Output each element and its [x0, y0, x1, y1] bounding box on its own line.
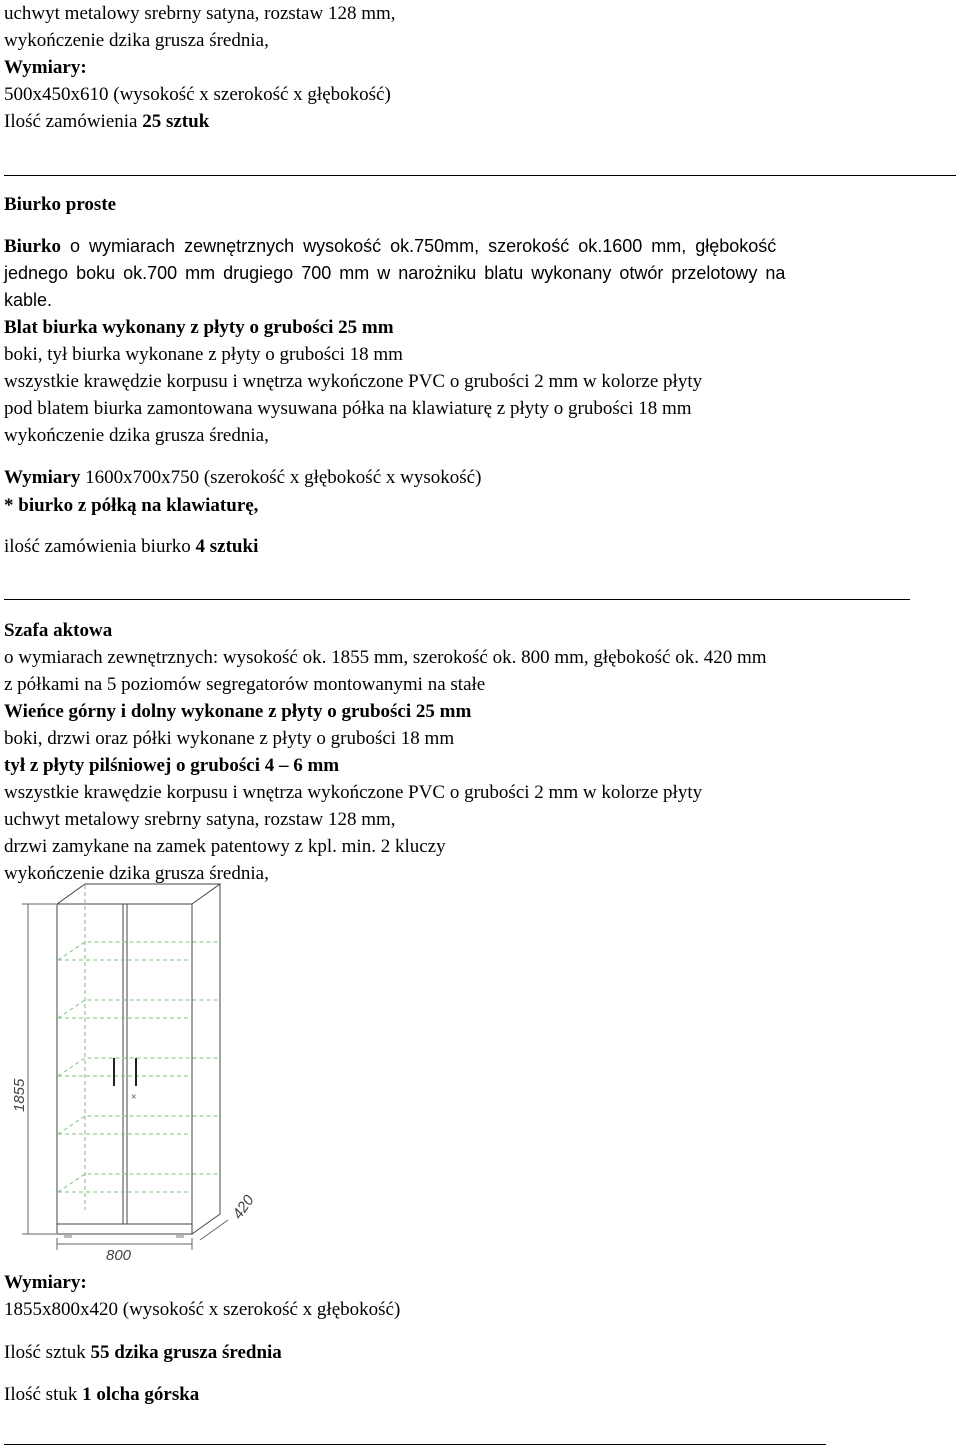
desk-spec2: boki, tył biurka wykonane z płyty o grubości 18 mm	[4, 344, 403, 365]
width-label: 800	[106, 1247, 132, 1264]
height-dimension	[22, 904, 56, 1234]
cabinet-dims-value: 1855x800x420 (wysokość x szerokość x głębokość)	[4, 1299, 401, 1320]
lock-icon: ×	[131, 1092, 137, 1103]
desk-note: * biurko z półką na klawiaturę,	[4, 495, 259, 516]
cabinet-qty2-label: Ilość stuk	[4, 1384, 83, 1405]
cabinet-line3: Wieńce górny i dolny wykonane z płyty o grubości 25 mm	[4, 701, 472, 722]
cabinet-shelves	[58, 885, 219, 1210]
cabinet-line9: wykończenie dzika grusza średnia,	[4, 863, 269, 884]
top-qty-label: Ilość zamówienia	[4, 111, 143, 132]
desk-dims-value: 1600x700x750 (szerokość x głębokość x wysokość)	[80, 467, 482, 488]
desk-spec3: wszystkie krawędzie korpusu i wnętrza wykończone PVC o grubości 2 mm w kolorze płyty	[4, 371, 703, 392]
cabinet-dims-label: Wymiary:	[4, 1272, 87, 1293]
cabinet-line7: uchwyt metalowy srebrny satyna, rozstaw 128 mm,	[4, 809, 396, 830]
desk-qty-value: 4 sztuki	[195, 536, 259, 557]
cabinet-qty2-value: 1 olcha górska	[82, 1384, 200, 1405]
desk-qty	[4, 536, 258, 558]
top-qty	[4, 111, 209, 133]
desk-spec4: pod blatem biurka zamontowana wysuwana półka na klawiaturę z płyty o grubości 18 mm	[4, 398, 692, 419]
desk-intro-line1	[4, 236, 776, 258]
cabinet-feet	[64, 1235, 184, 1238]
cabinet-qty1-label: Ilość sztuk	[4, 1342, 91, 1363]
cabinet-line2: z półkami na 5 poziomów segregatorów montowanymi na stałe	[4, 674, 486, 695]
depth-label: 420	[229, 1192, 258, 1223]
door-handles	[114, 1058, 136, 1086]
height-label: 1855	[11, 1078, 28, 1112]
top-dims-label: Wymiary:	[4, 57, 87, 78]
top-finish-line: wykończenie dzika grusza średnia,	[4, 30, 269, 51]
cabinet-title: Szafa aktowa	[4, 620, 113, 641]
desk-dims-label: Wymiary	[4, 467, 81, 488]
cabinet-line8: drzwi zamykane na zamek patentowy z kpl. min. 2 kluczy	[4, 836, 446, 857]
desk-dims	[4, 467, 481, 489]
desk-spec1: Blat biurka wykonany z płyty o grubości 25 mm	[4, 317, 394, 338]
cabinet-qty1-value: 55 dzika grusza średnia	[90, 1342, 282, 1363]
cabinet-qty2	[4, 1384, 199, 1406]
desk-intro-text1: o wymiarach zewnętrznych wysokość ok.750mm, szerokość ok.1600 mm, głębokość	[61, 236, 777, 256]
cabinet-drawing	[0, 880, 280, 1272]
desk-intro-line3: kable.	[4, 290, 53, 310]
divider-2	[4, 599, 910, 600]
cabinet-line5: tył z płyty pilśniowej o grubości 4 – 6 mm	[4, 755, 340, 776]
cabinet-side	[192, 884, 220, 1234]
cabinet-top	[57, 884, 220, 904]
cabinet-line4: boki, drzwi oraz półki wykonane z płyty o grubości 18 mm	[4, 728, 455, 749]
cabinet-front	[57, 904, 192, 1234]
cabinet-qty1	[4, 1342, 282, 1364]
desk-intro-line2: jednego boku ok.700 mm drugiego 700 mm w narożniku blatu wykonany otwór przelotowy na	[4, 263, 786, 283]
divider-3	[4, 1444, 826, 1445]
desk-spec5: wykończenie dzika grusza średnia,	[4, 425, 269, 446]
top-qty-value: 25 sztuk	[142, 111, 210, 132]
top-dims-value: 500x450x610 (wysokość x szerokość x głębokość)	[4, 84, 391, 105]
top-handle-line: uchwyt metalowy srebrny satyna, rozstaw 128 mm,	[4, 3, 396, 24]
cabinet-line6: wszystkie krawędzie korpusu i wnętrza wykończone PVC o grubości 2 mm w kolorze płyty	[4, 782, 703, 803]
depth-dimension	[200, 1220, 228, 1240]
cabinet-line1: o wymiarach zewnętrznych: wysokość ok. 1855 mm, szerokość ok. 800 mm, głębokość ok. 420 mm	[4, 647, 767, 668]
divider-1	[4, 175, 956, 176]
desk-title: Biurko proste	[4, 194, 117, 215]
desk-intro-bold: Biurko	[4, 236, 62, 257]
desk-qty-label: ilość zamówienia biurko	[4, 536, 196, 557]
